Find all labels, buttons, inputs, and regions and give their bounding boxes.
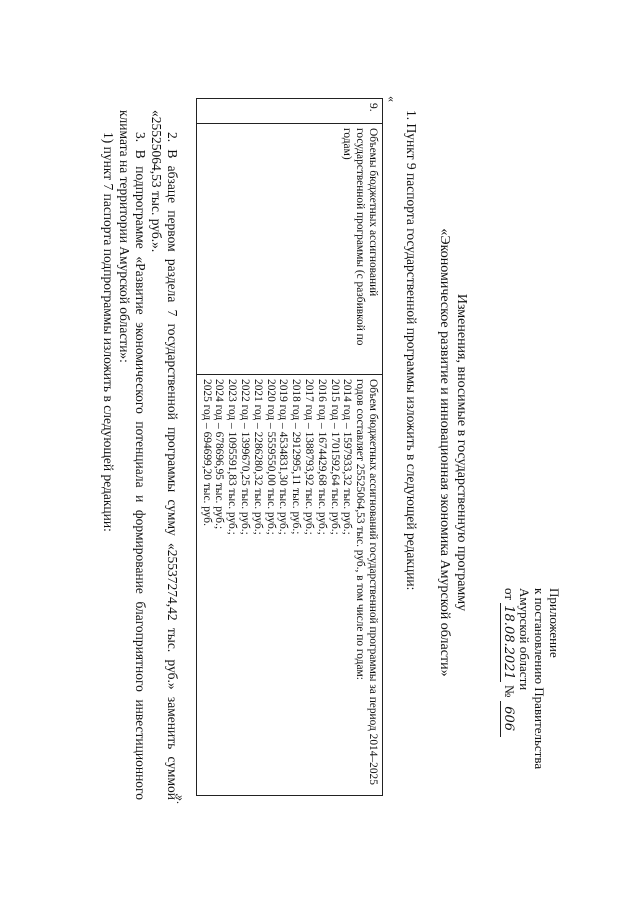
item-2-paragraph: 2. В абзаце первом раздела 7 государственной программы сумму «25537274,42 тыс. руб.» заменить суммой «25525064,53 тыс. руб.». <box>149 110 180 800</box>
funding-year-line: 2015 год – 1701592,64 тыс. руб.; <box>328 379 341 535</box>
appendix-region-line: Амурской области <box>517 588 532 691</box>
row-label-cell: Объемы бюджетных ассигнований государственной программы (с разбивкой по годам) <box>196 124 382 375</box>
passport-table <box>196 98 383 796</box>
appendix-resolution-line: к постановлению Правительства <box>532 588 547 770</box>
funding-year-line: 2016 год – 1674429,68 тыс. руб.; <box>315 379 328 535</box>
item-1-paragraph: 1. Пункт 9 паспорта государственной программы изложить в следующей редакции: <box>404 110 419 591</box>
handwritten-number: 606 <box>500 701 516 737</box>
closing-quote: ». <box>174 795 188 804</box>
appendix-date-line <box>500 588 517 828</box>
title-line-2: «Экономическое развитие и инновационная экономика Амурской области» <box>437 228 452 677</box>
funding-intro: Объем бюджетных ассигнований государственной программы за период 2014–2025 годов составляет 25525064,53 тыс. руб., в том числе по годам: <box>354 379 379 785</box>
funding-year-line: 2024 год – 678696,95 тыс. руб.; <box>213 379 226 530</box>
funding-year-line: 2025 год – 694699,20 тыс. руб. <box>200 379 213 526</box>
funding-year-line: 2017 год – 1388793,92 тыс. руб.; <box>303 379 316 535</box>
title-line-1: Изменения, вносимые в государственную программу <box>454 293 469 612</box>
item-3-paragraph: 3. В подпрограмме «Развитие экономического потенциала и формирование благоприятного инвестиционного климата на территории Амурской области»: <box>117 110 148 800</box>
document-title <box>436 120 470 785</box>
funding-year-line: 2022 год – 1399670,25 тыс. руб.; <box>239 379 252 535</box>
funding-year-line: 2018 год – 2912995,11 тыс. руб.; <box>290 379 303 535</box>
table-row <box>196 99 382 796</box>
date-prefix: от <box>502 588 517 601</box>
opening-quote: « <box>385 96 399 102</box>
funding-year-line: 2014 год – 1597933,32 тыс. руб.; <box>341 379 354 535</box>
appendix-block <box>500 588 562 828</box>
funding-year-line: 2023 год – 1095591,83 тыс. руб.; <box>226 379 239 535</box>
appendix-label: Приложение <box>547 588 562 658</box>
item-3-subitem-1: 1) пункт 7 паспорта подпрограммы изложить в следующей редакции: <box>101 132 116 532</box>
number-prefix: № <box>502 684 517 698</box>
funding-year-line: 2020 год – 5559550,00 тыс. руб.; <box>264 379 277 535</box>
row-number-cell: 9. <box>196 99 382 124</box>
handwritten-date: 18.08.2021 <box>501 605 516 680</box>
funding-year-line: 2019 год – 4534831,30 тыс. руб.; <box>277 379 290 535</box>
funding-year-line: 2021 год – 2286280,32 тыс. руб.; <box>251 379 264 535</box>
row-value-cell <box>196 375 382 796</box>
